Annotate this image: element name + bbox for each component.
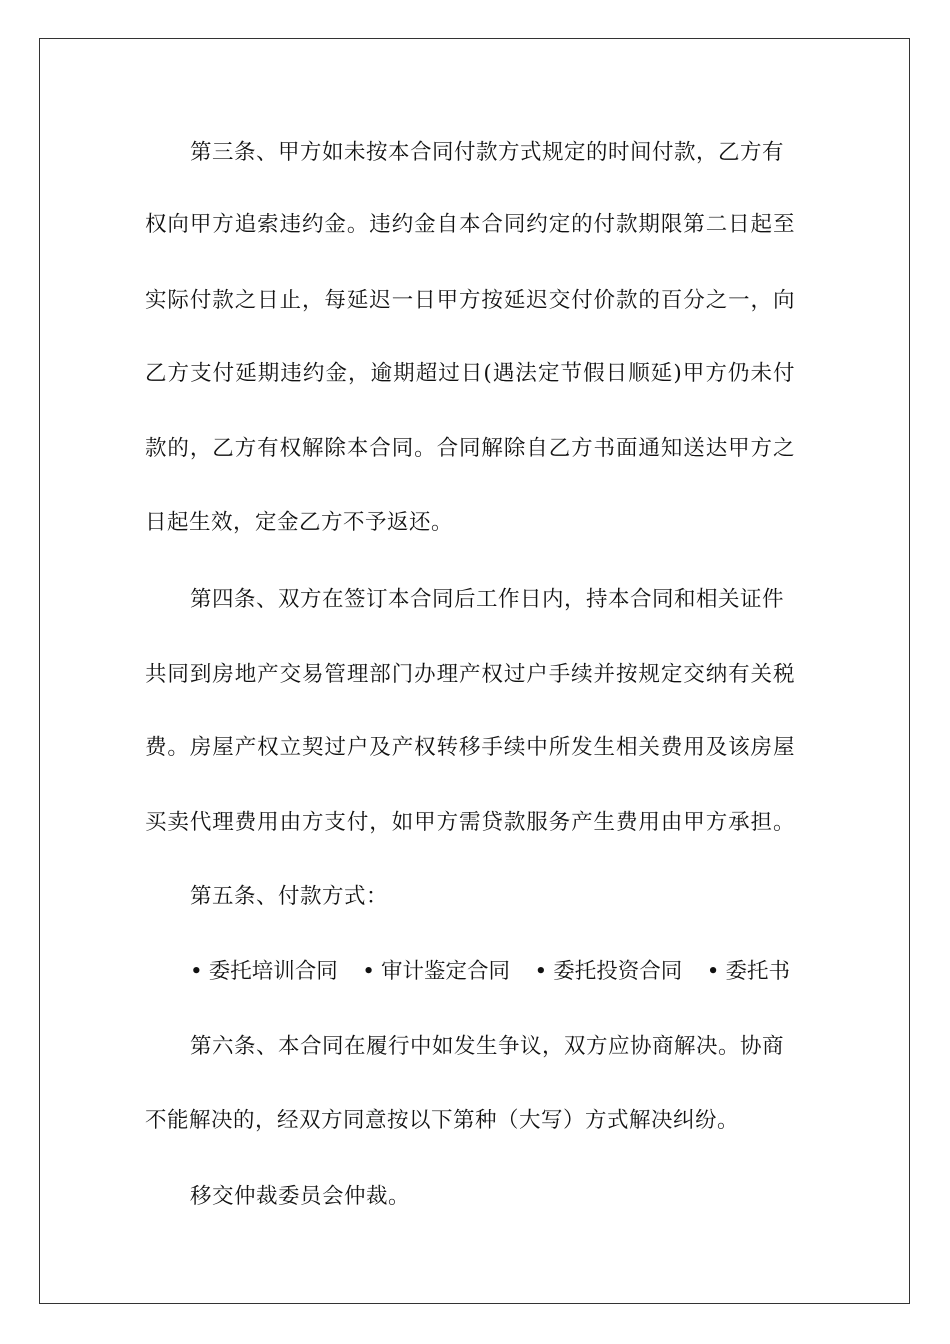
bullet-icon: • [706,959,720,984]
related-link[interactable]: • 审计鉴定合同 [362,959,510,984]
article6-line-2: 不能解决的，经双方同意按以下第种（大写）方式解决纠纷。 [145,1108,740,1133]
article6-line-1: 第六条、本合同在履行中如发生争议，双方应协商解决。协商 [190,1034,785,1059]
article3-line-1: 第三条、甲方如未按本合同付款方式规定的时间付款，乙方有 [190,140,785,165]
bullet-icon: • [362,959,375,984]
article4-line-1: 第四条、双方在签订本合同后工作日内，持本合同和相关证件 [190,587,785,612]
related-link[interactable]: • 委托培训合同 [190,959,338,984]
article3-line-2: 权向甲方追索违约金。违约金自本合同约定的付款期限第二日起至 [145,212,795,237]
arbitration-text: 移交仲裁委员会仲裁。 [190,1184,411,1209]
bullet-icon: • [190,959,203,984]
article4-line-2: 共同到房地产交易管理部门办理产权过户手续并按规定交纳有关税 [145,662,795,687]
article5-title: 第五条、付款方式： [190,884,389,909]
bullet-icon: • [534,959,548,984]
related-link[interactable]: • 委托投资合同 [534,959,683,984]
article3-line-5: 款的，乙方有权解除本合同。合同解除自乙方书面通知送达甲方之 [145,436,795,461]
article3-line-4: 乙方支付延期违约金，逾期超过日(遇法定节假日顺延)甲方仍未付 [145,361,795,386]
related-link[interactable]: • 委托书 [706,959,790,984]
article4-line-4: 买卖代理费用由方支付，如甲方需贷款服务产生费用由甲方承担。 [145,810,795,835]
article3-line-6: 日起生效，定金乙方不予返还。 [145,510,454,535]
article3-line-3: 实际付款之日止，每延迟一日甲方按延迟交付价款的百分之一，向 [145,288,795,313]
related-links [190,957,790,987]
article4-line-3: 费。房屋产权立契过户及产权转移手续中所发生相关费用及该房屋 [145,735,795,760]
